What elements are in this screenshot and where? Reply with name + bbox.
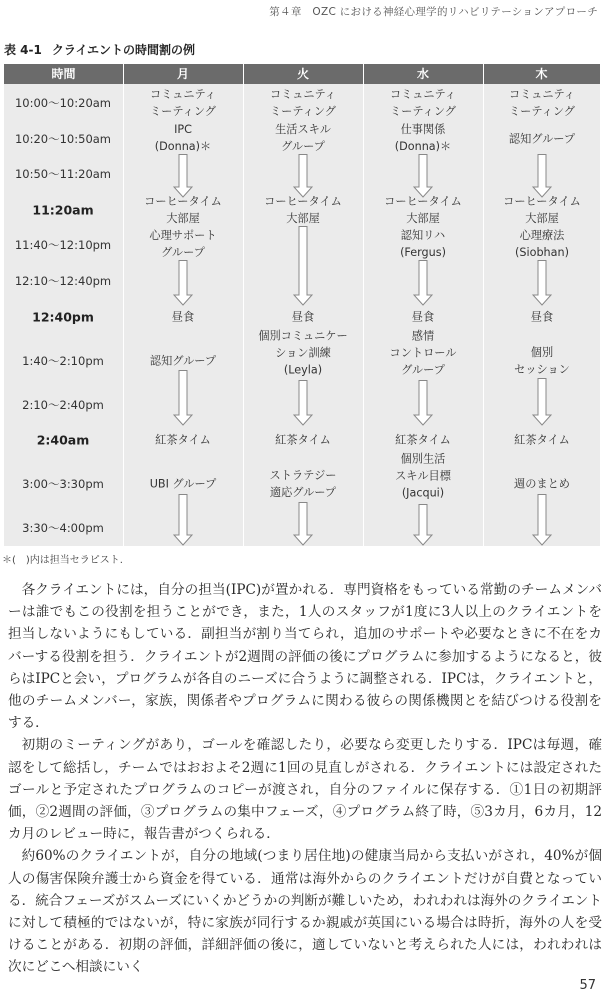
cell-monday-community — [150, 86, 216, 120]
cell-tuesday-community — [270, 86, 336, 120]
cell-line: (Donna)＊ — [154, 140, 212, 153]
paragraph: 各クライエントには，自分の担当(IPC)が置かれる．専門資格をもっている常勤のチームメンバーは誰でもこの役割を担うことができ，また，1人のスタッフが1度に3人以上のクライエントを担当しないようにもしている．副担当が割り当てられ，追加のサポートや必要なときに不在をカバーする役割を担う．クライエントが2週間の評価の後にプログラムに参加するようになると，彼らはIPCと会い，プログラムが各自のニーズに合うように調整される．IPCは，クライエントと，他のチームメンバー，家族，関係者やプログラムに関わる彼らの関係機関とを結びつける役割をする． — [8, 582, 602, 732]
time-label: 11:20am — [32, 202, 94, 218]
cell-line: 個別コミュニケー — [258, 329, 348, 343]
cell-line: コミュニティ — [508, 88, 576, 101]
cell-monday-coffee — [144, 193, 222, 227]
cell-line: コミュニティ — [389, 88, 457, 101]
paragraph: 初期のミーティングがあり，ゴールを確認したり，必要なら変更したりする．IPCは毎週，確認をして総括し，チームではおおよそ2週に1回の見直しがされる．クライエントには設定されたゴールと予定されたプログラムのコピーが渡され，自分のファイルに保存する．①1日の初期評価，②2週間の評価，③プログラムの集中フェーズ，④プログラム終了時，⑤3カ月，6カ月，12カ月のレビュー時に，報告書がつくられる． — [8, 737, 602, 843]
column-header-tuesday: 火 — [296, 67, 309, 81]
cell-line: グループ — [161, 246, 205, 259]
time-label: 12:10～12:40pm — [14, 274, 112, 288]
column-header-wednesday: 水 — [416, 67, 429, 81]
time-label: 10:20～10:50am — [14, 132, 112, 146]
cell-line: 週のまとめ — [514, 477, 570, 491]
cell-thursday-psychotherapy — [515, 227, 569, 261]
time-label: 10:00～10:20am — [14, 96, 112, 110]
cell-thursday-community — [509, 86, 575, 120]
cell-line: (Jacqui) — [401, 486, 445, 500]
cell-line: ション訓練 — [275, 346, 331, 360]
down-arrow-icon — [413, 260, 433, 306]
cell-line: 生活スキル — [275, 123, 331, 136]
cell-wednesday-emotion-control — [390, 328, 457, 379]
cell-wednesday-life-skill-goals — [395, 451, 451, 502]
cell-line: スキル目標 — [395, 469, 451, 483]
cell-tuesday-coffee — [264, 193, 342, 227]
cell-wednesday-work — [395, 121, 451, 155]
column-divider — [363, 64, 365, 546]
cell-line: 心理サポート — [149, 229, 217, 242]
cell-monday-psych-support — [149, 227, 216, 261]
cell-line: コーヒータイム — [503, 195, 581, 208]
down-arrow-icon — [173, 154, 193, 198]
time-label: 2:40am — [36, 432, 90, 448]
time-label: 1:40～2:10pm — [22, 354, 104, 368]
cell-line: ミーティング — [389, 105, 457, 118]
cell-line: ミーティング — [149, 105, 217, 118]
cell-line: コントロール — [389, 346, 457, 360]
down-arrow-icon — [293, 502, 313, 546]
down-arrow-icon — [532, 154, 552, 198]
cell-line: ミーティング — [508, 105, 576, 118]
cell-thursday-coffee — [503, 193, 581, 227]
column-header-time: 時間 — [51, 67, 76, 81]
cell-line: 大部屋 — [406, 212, 440, 225]
paragraph: 約60%のクライエントが，自分の地域(つまり居住地)の健康当局から支払いがされ，40%が個人の傷害保険弁護士から資金を得ている．通常は海外からのクライエントだけが自費となっている．統合フェーズがスムーズにいくかどうかの判断が難しいため，われわれは海外のクライエントに対して積極的ではないが，特に家族が同行するか親戚が英国にいる場合は時折，海外の人を受けることがある．初期の評価，詳細評価の後に，適していないと考えられた人には，われわれは次にどこへ相談にいく — [8, 848, 602, 976]
cell-line: 適応グループ — [269, 486, 337, 499]
down-arrow-icon — [532, 494, 552, 546]
cell-tuesday-life-skills — [275, 121, 331, 155]
time-label: 2:10～2:40pm — [22, 398, 104, 412]
cell-line: ミーティング — [269, 105, 337, 118]
column-divider — [483, 64, 485, 546]
cell-line: コミュニティ — [149, 88, 217, 101]
running-head: 第４章 OZC における神経心理学的リハビリテーションアプローチ — [269, 6, 598, 18]
cell-monday-lunch: 昼食 — [171, 310, 195, 324]
table-caption — [4, 41, 195, 58]
cell-tuesday-communication-training — [258, 328, 347, 379]
cell-tuesday-tea: 紅茶タイム — [275, 433, 331, 447]
cell-wednesday-lunch: 昼食 — [411, 310, 435, 324]
cell-line: 認知リハ — [400, 229, 446, 242]
cell-line: UBI グループ — [149, 477, 217, 491]
cell-wednesday-community — [390, 86, 456, 120]
cell-line: (Leyla) — [283, 363, 323, 377]
table-title: クライエントの時間割の例 — [51, 43, 196, 57]
cell-thursday-tea: 紅茶タイム — [514, 433, 570, 447]
table-footnote: ＊( )内は担当セラピスト. — [2, 555, 123, 566]
time-label: 10:50～11:20am — [14, 167, 112, 181]
cell-monday-ubi-group — [150, 476, 217, 493]
cell-thursday-cognitive-group — [509, 131, 575, 148]
cell-thursday-lunch: 昼食 — [530, 310, 554, 324]
cell-thursday-individual-session — [514, 344, 570, 378]
cell-line: ストラテジー — [269, 469, 337, 482]
column-divider — [123, 64, 125, 546]
cell-monday-ipc — [155, 121, 211, 155]
cell-line: IPC — [174, 123, 192, 136]
down-arrow-icon — [413, 154, 433, 198]
cell-line: 心理療法 — [519, 229, 565, 242]
time-label: 11:40～12:10pm — [14, 238, 112, 252]
page-number: 57 — [579, 978, 596, 993]
cell-monday-cognitive-group — [150, 353, 216, 370]
cell-line: 仕事関係 — [400, 123, 446, 136]
down-arrow-icon — [173, 494, 193, 546]
cell-line: 個別 — [530, 346, 554, 359]
down-arrow-icon — [413, 380, 433, 426]
cell-wednesday-cognitive-rehab — [400, 227, 446, 261]
column-header-thursday: 木 — [535, 67, 548, 81]
down-arrow-icon — [532, 260, 552, 306]
down-arrow-icon — [173, 260, 193, 306]
cell-line: 認知グループ — [149, 354, 217, 368]
cell-tuesday-strategy-group — [270, 467, 337, 501]
down-arrow-icon — [293, 226, 313, 306]
column-header-monday: 月 — [176, 67, 189, 81]
down-arrow-icon — [173, 370, 193, 426]
cell-wednesday-coffee — [384, 193, 462, 227]
cell-line: セッション — [514, 363, 570, 376]
down-arrow-icon — [293, 154, 313, 198]
cell-line: コーヒータイム — [144, 195, 222, 208]
down-arrow-icon — [532, 378, 552, 426]
cell-line: (Fergus) — [400, 246, 446, 259]
cell-line: 大部屋 — [286, 212, 320, 225]
column-divider — [243, 64, 245, 546]
cell-line: 認知グループ — [508, 132, 576, 146]
cell-line: 感情 — [411, 329, 435, 343]
cell-monday-tea: 紅茶タイム — [155, 433, 211, 447]
cell-line: グループ — [281, 140, 325, 153]
cell-line: コーヒータイム — [384, 195, 462, 208]
cell-line: (Donna)＊ — [394, 140, 452, 153]
cell-line: 個別生活 — [400, 452, 446, 466]
table-header — [4, 64, 600, 84]
body-text — [8, 579, 602, 979]
down-arrow-icon — [413, 504, 433, 546]
cell-line: (Siobhan) — [515, 246, 569, 259]
cell-line: グループ — [401, 363, 445, 377]
time-label: 12:40pm — [32, 309, 94, 325]
cell-line: 大部屋 — [166, 212, 200, 225]
cell-thursday-weekly-summary — [514, 476, 570, 493]
cell-line: コーヒータイム — [264, 195, 342, 208]
cell-line: 大部屋 — [525, 212, 559, 225]
cell-wednesday-tea: 紅茶タイム — [395, 433, 451, 447]
time-label: 3:30～4:00pm — [22, 521, 104, 535]
cell-line: コミュニティ — [269, 88, 337, 101]
time-label: 3:00～3:30pm — [22, 477, 104, 491]
schedule-table — [4, 64, 600, 546]
table-number: 表 4-1 — [4, 43, 42, 57]
cell-tuesday-lunch: 昼食 — [291, 310, 315, 324]
down-arrow-icon — [293, 380, 313, 426]
